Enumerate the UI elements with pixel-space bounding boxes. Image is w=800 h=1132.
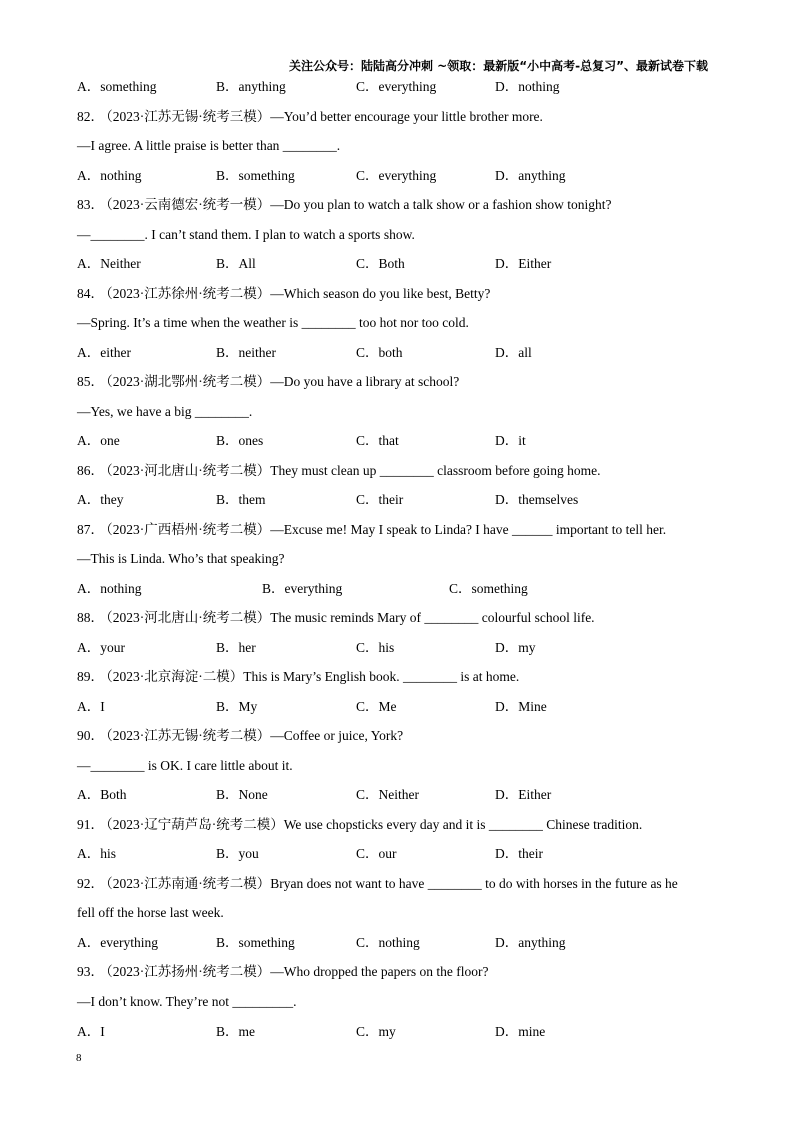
option-text: something bbox=[100, 79, 157, 94]
option bbox=[495, 1017, 545, 1047]
option bbox=[216, 928, 295, 958]
option bbox=[77, 574, 142, 604]
question-text: —________. I can’t stand them. I plan to watch a sports show. bbox=[77, 226, 415, 242]
option bbox=[216, 839, 259, 869]
option-label: D． bbox=[495, 256, 519, 272]
options-row bbox=[77, 161, 777, 191]
option-label: B． bbox=[216, 167, 239, 183]
question-text: They must clean up ________ classroom before going home. bbox=[270, 462, 601, 478]
option bbox=[356, 633, 394, 663]
options-row bbox=[77, 633, 777, 663]
question-source: （2023·江苏扬州·统考二模） bbox=[106, 964, 271, 980]
option-label: A． bbox=[77, 1023, 101, 1039]
question-text: —I agree. A little praise is better than ________. bbox=[77, 138, 341, 154]
question-number: 84． bbox=[77, 285, 104, 301]
option-label: A． bbox=[77, 256, 101, 272]
question-item bbox=[77, 603, 777, 662]
page-header: 关注公众号：陆陆高分冲刺 ~领取：最新版“小中高考-总复习”、最新试卷下载 bbox=[289, 59, 708, 73]
option bbox=[77, 839, 116, 869]
option-label: B． bbox=[216, 787, 239, 803]
option bbox=[216, 72, 286, 102]
question-stem-line bbox=[77, 957, 777, 987]
question-continuation-line bbox=[77, 544, 777, 574]
options-row bbox=[77, 338, 777, 368]
option bbox=[216, 1017, 255, 1047]
question-item bbox=[77, 957, 777, 1046]
question-stem-line bbox=[77, 603, 777, 633]
option-label: B． bbox=[216, 934, 239, 950]
option-text: his bbox=[378, 639, 395, 655]
option bbox=[495, 928, 566, 958]
question-number: 90． bbox=[77, 728, 104, 744]
option bbox=[356, 338, 403, 368]
question-stem-line bbox=[77, 456, 777, 486]
question-number: 86． bbox=[77, 462, 104, 478]
question-list bbox=[77, 72, 777, 1046]
option-text: anything bbox=[238, 79, 286, 94]
options-row bbox=[77, 692, 777, 722]
question-continuation-line bbox=[77, 751, 777, 781]
option-text: anything bbox=[518, 167, 566, 183]
question-number: 85． bbox=[77, 374, 104, 390]
option-label: C． bbox=[356, 433, 379, 449]
question-text: —This is Linda. Who’s that speaking? bbox=[77, 551, 285, 567]
option-label: C． bbox=[356, 79, 379, 94]
option-text: something bbox=[471, 580, 528, 596]
option-text: None bbox=[238, 787, 268, 803]
option-text: nothing bbox=[100, 580, 142, 596]
question-text: fell off the horse last week. bbox=[77, 905, 224, 921]
question-text: —Excuse me! May I speak to Linda? I have ______ important to tell her. bbox=[270, 521, 667, 537]
question-source: （2023·辽宁葫芦岛·统考二模） bbox=[106, 816, 284, 832]
option-text: one bbox=[100, 433, 120, 449]
option-text: our bbox=[378, 846, 397, 862]
option-label: C． bbox=[356, 698, 379, 714]
question-number: 88． bbox=[77, 610, 104, 626]
option-text: my bbox=[518, 639, 536, 655]
option bbox=[77, 72, 157, 102]
option bbox=[216, 161, 295, 191]
option-text: I bbox=[100, 1023, 105, 1039]
option bbox=[216, 338, 276, 368]
option-label: C． bbox=[356, 639, 379, 655]
option-text: them bbox=[238, 492, 266, 508]
option-label: B． bbox=[216, 256, 239, 272]
option-label: D． bbox=[495, 639, 519, 655]
option-text: Both bbox=[378, 256, 405, 272]
option bbox=[495, 161, 566, 191]
option-label: D． bbox=[495, 1023, 519, 1039]
question-item bbox=[77, 456, 777, 515]
question-item bbox=[77, 810, 777, 869]
option bbox=[495, 249, 551, 279]
option bbox=[77, 1017, 105, 1047]
options-row bbox=[77, 426, 777, 456]
option-label: D． bbox=[495, 433, 519, 449]
option-label: A． bbox=[77, 492, 101, 508]
option bbox=[216, 485, 266, 515]
option-label: C． bbox=[356, 492, 379, 508]
option-text: My bbox=[238, 698, 258, 714]
option bbox=[356, 72, 436, 102]
question-source: （2023·江苏无锡·统考三模） bbox=[106, 108, 271, 124]
question-stem-line bbox=[77, 190, 777, 220]
option-text: either bbox=[100, 344, 131, 360]
question-text: Bryan does not want to have ________ to do with horses in the future as he bbox=[270, 875, 678, 891]
option bbox=[77, 426, 120, 456]
option-text: her bbox=[238, 639, 256, 655]
question-number: 91． bbox=[77, 816, 104, 832]
question-stem-line bbox=[77, 515, 777, 545]
option-label: C． bbox=[356, 256, 379, 272]
option-text: everything bbox=[284, 580, 343, 596]
option bbox=[356, 1017, 396, 1047]
question-item bbox=[77, 190, 777, 279]
question-stem-line bbox=[77, 721, 777, 751]
option bbox=[356, 249, 405, 279]
question-continuation-line bbox=[77, 220, 777, 250]
question-continuation-line bbox=[77, 308, 777, 338]
option-text: Either bbox=[518, 256, 552, 272]
option bbox=[77, 485, 124, 515]
question-number: 83． bbox=[77, 197, 104, 213]
option bbox=[495, 426, 526, 456]
option bbox=[77, 249, 141, 279]
question-source: （2023·河北唐山·统考二模） bbox=[106, 610, 271, 626]
question-text: —Which season do you like best, Betty? bbox=[270, 285, 491, 301]
option-text: neither bbox=[238, 344, 276, 360]
option bbox=[77, 161, 142, 191]
question-item bbox=[77, 662, 777, 721]
option bbox=[495, 72, 560, 102]
question-stem-line bbox=[77, 279, 777, 309]
option-label: D． bbox=[495, 492, 519, 508]
question-source: （2023·云南德宏·统考一模） bbox=[106, 197, 271, 213]
question-item bbox=[77, 869, 777, 958]
option-label: D． bbox=[495, 167, 519, 183]
option-text: something bbox=[238, 934, 295, 950]
options-row bbox=[77, 574, 777, 604]
option bbox=[77, 633, 125, 663]
question-number: 87． bbox=[77, 521, 104, 537]
question-text: —Coffee or juice, York? bbox=[270, 728, 404, 744]
option-text: Either bbox=[518, 787, 552, 803]
option-label: B． bbox=[216, 639, 239, 655]
option bbox=[356, 161, 436, 191]
option bbox=[262, 574, 342, 604]
option bbox=[77, 692, 105, 722]
option-text: nothing bbox=[518, 79, 560, 94]
option-label: A． bbox=[77, 344, 101, 360]
option-text: that bbox=[378, 433, 399, 449]
option bbox=[77, 338, 131, 368]
question-number: 92． bbox=[77, 875, 104, 891]
option-text: something bbox=[238, 167, 295, 183]
question-number: 82． bbox=[77, 108, 104, 124]
option bbox=[495, 692, 547, 722]
option bbox=[216, 426, 263, 456]
option-text: both bbox=[378, 344, 403, 360]
option-text: I bbox=[100, 698, 105, 714]
option bbox=[495, 780, 551, 810]
question-item bbox=[77, 279, 777, 368]
option bbox=[356, 692, 397, 722]
option-label: A． bbox=[77, 79, 101, 94]
question-continuation-line bbox=[77, 397, 777, 427]
option-text: my bbox=[378, 1023, 396, 1039]
option-text: themselves bbox=[518, 492, 579, 508]
question-source: （2023·江苏徐州·统考二模） bbox=[106, 285, 271, 301]
question-continuation-line bbox=[77, 131, 777, 161]
option-label: A． bbox=[77, 639, 101, 655]
option-text: their bbox=[518, 846, 543, 862]
question-text: —Spring. It’s a time when the weather is ________ too hot nor too cold. bbox=[77, 315, 469, 331]
options-row bbox=[77, 485, 777, 515]
option-text: everything bbox=[378, 79, 437, 94]
option-label: C． bbox=[356, 344, 379, 360]
question-source: （2023·江苏南通·统考二模） bbox=[106, 875, 271, 891]
option-text: nothing bbox=[378, 934, 420, 950]
option-label: D． bbox=[495, 698, 519, 714]
option-label: A． bbox=[77, 433, 101, 449]
question-number: 89． bbox=[77, 669, 104, 685]
question-text: —Do you have a library at school? bbox=[270, 374, 460, 390]
question-item bbox=[77, 102, 777, 191]
option-label: B． bbox=[216, 698, 239, 714]
question-stem-line bbox=[77, 869, 777, 899]
question-continuation-line bbox=[77, 987, 777, 1017]
option-text: Me bbox=[378, 698, 397, 714]
question-stem-line bbox=[77, 810, 777, 840]
question-stem-line bbox=[77, 102, 777, 132]
option bbox=[495, 485, 578, 515]
question-source: （2023·江苏无锡·统考二模） bbox=[106, 728, 271, 744]
options-row bbox=[77, 249, 777, 279]
option-text: me bbox=[238, 1023, 256, 1039]
question-text: —Who dropped the papers on the floor? bbox=[270, 964, 489, 980]
option bbox=[216, 633, 256, 663]
option-label: B． bbox=[216, 433, 239, 449]
option-label: D． bbox=[495, 79, 519, 94]
option bbox=[77, 780, 127, 810]
option-label: C． bbox=[356, 934, 379, 950]
option-label: B． bbox=[216, 79, 239, 94]
option bbox=[356, 780, 419, 810]
option-label: D． bbox=[495, 787, 519, 803]
options-row bbox=[77, 1017, 777, 1047]
page-number: 8 bbox=[76, 1052, 82, 1064]
option-text: his bbox=[100, 846, 117, 862]
option-text: anything bbox=[518, 934, 566, 950]
option-text: ones bbox=[238, 433, 264, 449]
option-text: Neither bbox=[378, 787, 419, 803]
option-label: A． bbox=[77, 580, 101, 596]
option-label: D． bbox=[495, 344, 519, 360]
question-text: —Do you plan to watch a talk show or a fashion show tonight? bbox=[270, 197, 612, 213]
question-continuation-line bbox=[77, 898, 777, 928]
option bbox=[356, 839, 397, 869]
option bbox=[216, 780, 268, 810]
option-label: B． bbox=[216, 846, 239, 862]
option-label: A． bbox=[77, 698, 101, 714]
option bbox=[356, 485, 403, 515]
option bbox=[495, 839, 543, 869]
question-number: 93． bbox=[77, 964, 104, 980]
question-item bbox=[77, 367, 777, 456]
question-item bbox=[77, 515, 777, 604]
option-label: A． bbox=[77, 934, 101, 950]
option-text: all bbox=[518, 344, 532, 360]
question-item bbox=[77, 721, 777, 810]
option-text: everything bbox=[378, 167, 437, 183]
question-source: （2023·河北唐山·统考二模） bbox=[106, 462, 271, 478]
option-label: B． bbox=[216, 1023, 239, 1039]
question-text: —Yes, we have a big ________. bbox=[77, 403, 253, 419]
question-source: （2023·北京海淀·二模） bbox=[106, 669, 244, 685]
question-source: （2023·湖北鄂州·统考二模） bbox=[106, 374, 271, 390]
option-label: B． bbox=[216, 492, 239, 508]
option-label: A． bbox=[77, 846, 101, 862]
option bbox=[77, 928, 158, 958]
option-label: B． bbox=[262, 580, 285, 596]
option bbox=[449, 574, 528, 604]
option bbox=[495, 633, 536, 663]
option bbox=[216, 249, 256, 279]
option bbox=[356, 928, 420, 958]
question-stem-line bbox=[77, 367, 777, 397]
option-text: they bbox=[100, 492, 124, 508]
option-label: A． bbox=[77, 787, 101, 803]
option bbox=[495, 338, 532, 368]
option-label: C． bbox=[356, 1023, 379, 1039]
option-text: All bbox=[238, 256, 256, 272]
option-text: mine bbox=[518, 1023, 546, 1039]
option-label: C． bbox=[449, 580, 472, 596]
question-text: The music reminds Mary of ________ colourful school life. bbox=[270, 610, 595, 626]
option-text: your bbox=[100, 639, 125, 655]
option bbox=[356, 426, 399, 456]
question-stem-line bbox=[77, 662, 777, 692]
option-label: C． bbox=[356, 846, 379, 862]
option-text: you bbox=[238, 846, 259, 862]
question-text: This is Mary’s English book. ________ is at home. bbox=[243, 669, 520, 685]
options-row bbox=[77, 72, 777, 102]
option-label: B． bbox=[216, 344, 239, 360]
question-text: —I don’t know. They’re not _________. bbox=[77, 993, 297, 1009]
option-label: A． bbox=[77, 167, 101, 183]
option-text: Both bbox=[100, 787, 127, 803]
option-text: Neither bbox=[100, 256, 141, 272]
option bbox=[216, 692, 257, 722]
options-row bbox=[77, 839, 777, 869]
option-text: their bbox=[378, 492, 404, 508]
question-text: —________ is OK. I care little about it. bbox=[77, 757, 293, 773]
question-source: （2023·广西梧州·统考二模） bbox=[106, 521, 271, 537]
option-label: C． bbox=[356, 167, 379, 183]
option-label: D． bbox=[495, 846, 519, 862]
option-label: C． bbox=[356, 787, 379, 803]
option-label: D． bbox=[495, 934, 519, 950]
option-text: everything bbox=[100, 934, 158, 950]
option-text: nothing bbox=[100, 167, 142, 183]
question-text: —You’d better encourage your little brother more. bbox=[270, 108, 543, 124]
options-row bbox=[77, 780, 777, 810]
option-text: Mine bbox=[518, 698, 547, 714]
question-text: We use chopsticks every day and it is ________ Chinese tradition. bbox=[283, 816, 643, 832]
options-row bbox=[77, 928, 777, 958]
option-text: it bbox=[518, 433, 526, 449]
